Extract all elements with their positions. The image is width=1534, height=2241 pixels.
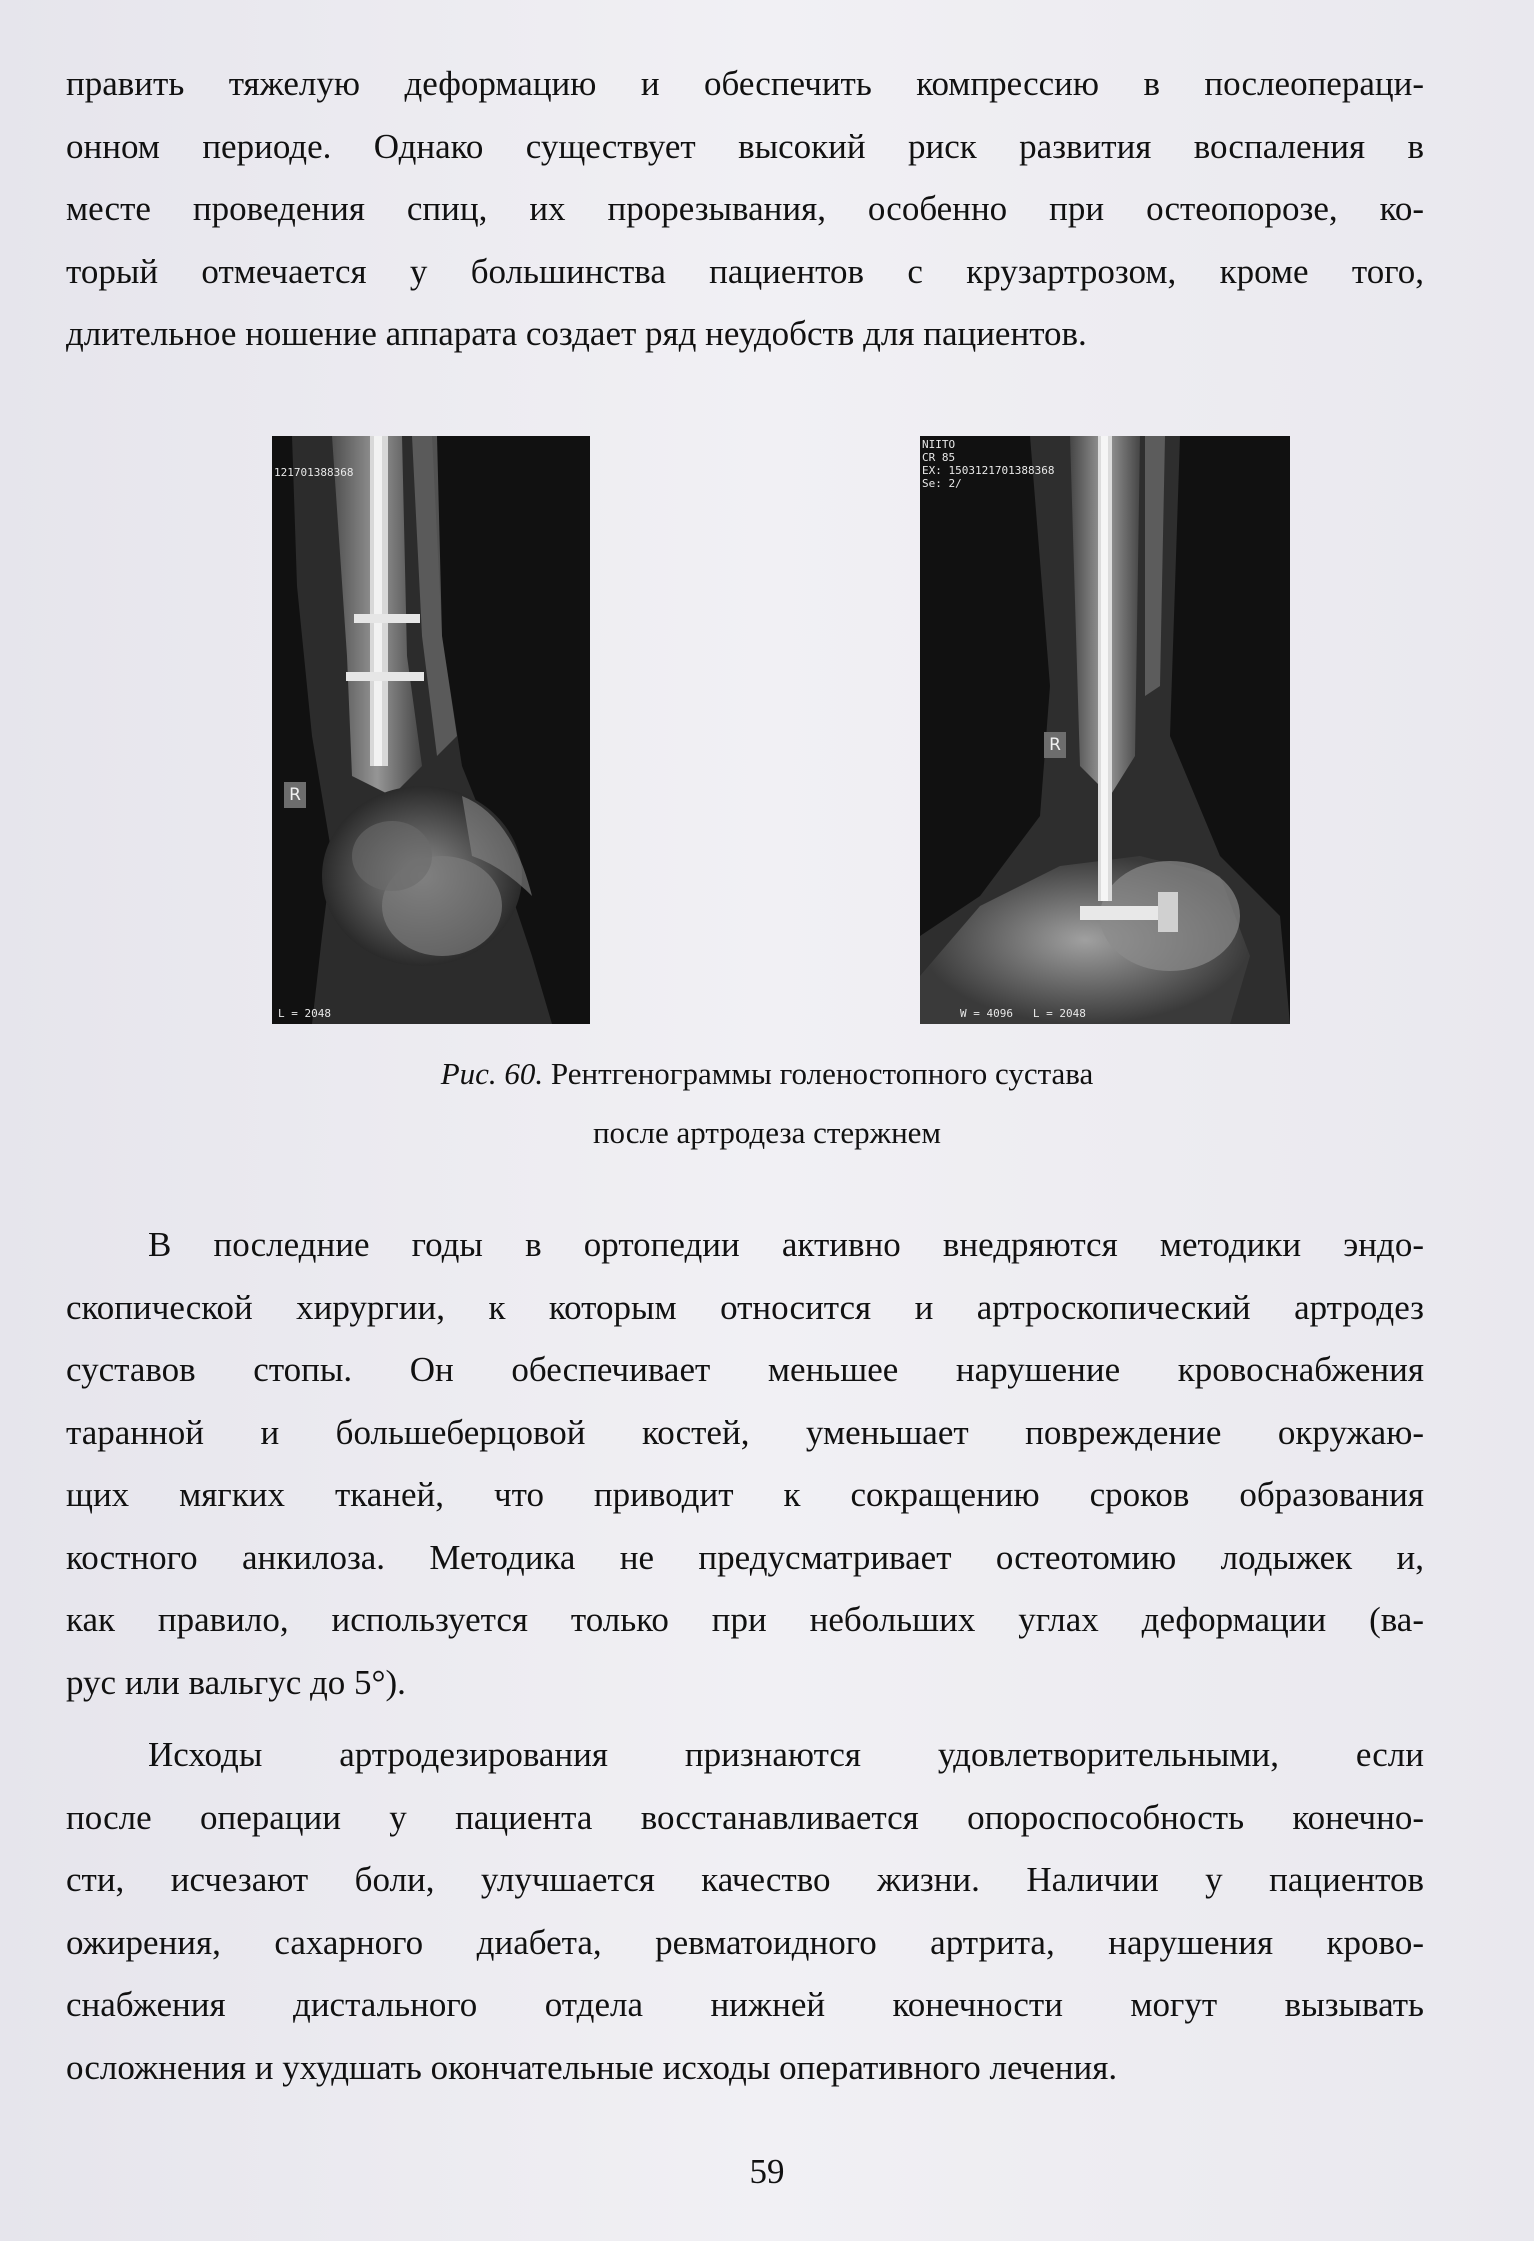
paragraph-3 xyxy=(66,1724,1424,2099)
figure-caption-text: Рентгенограммы голеностопного сустава xyxy=(550,1056,1094,1091)
text-line: торый отмечается у большинства пациентов с крузартрозом, кроме того, xyxy=(66,251,1424,291)
text-line: таранной и большеберцовой костей, уменьшает повреждение окружаю- xyxy=(66,1412,1424,1452)
text-line: рус или вальгус до 5°). xyxy=(66,1662,406,1702)
xray-right-footer: W = 4096 L = 2048 xyxy=(960,1007,1086,1020)
figure-number: Рис. 60. xyxy=(440,1056,544,1091)
page-number: 59 xyxy=(749,2152,785,2191)
xray-image-right xyxy=(920,436,1290,1024)
text-line: как правило, используется только при небольших углах деформации (ва- xyxy=(66,1600,1424,1639)
text-line: месте проведения спиц, их прорезывания, особенно при остеопорозе, ко- xyxy=(66,189,1424,228)
text-line: осложнения и ухудшать окончательные исходы оперативного лечения. xyxy=(66,2047,1118,2087)
xray-right-r-marker: R xyxy=(1044,732,1066,758)
xray-left-graphic xyxy=(272,436,590,1024)
xray-left-id: 121701388368 xyxy=(274,466,354,479)
xray-right-header-3: EX: 1503121701388368 xyxy=(922,464,1055,477)
text-line: после операции у пациента восстанавливается опороспособность конечно- xyxy=(66,1797,1424,1837)
xray-right-header-4: Se: 2/ xyxy=(922,477,962,490)
text-line: суставов стопы. Он обеспечивает меньшее нарушение кровоснабжения xyxy=(66,1350,1424,1389)
text-line: онном периоде. Однако существует высокий риск развития воспаления в xyxy=(66,126,1424,166)
text-line: ожирения, сахарного диабета, ревматоидного артрита, нарушения крово- xyxy=(66,1922,1424,1962)
text-line: В последние годы в ортопедии активно внедряются методики эндо- xyxy=(148,1225,1424,1264)
text-line: скопической хирургии, к которым относится и артроскопический артродез xyxy=(66,1287,1424,1327)
paragraph-2 xyxy=(66,1214,1424,1714)
xray-right-header-2: CR 85 xyxy=(922,451,956,464)
text-line: длительное ношение аппарата создает ряд неудобств для пациентов. xyxy=(66,314,1087,353)
text-line: сти, исчезают боли, улучшается качество жизни. Наличии у пациентов xyxy=(66,1860,1424,1899)
text-line: снабжения дистального отдела нижней конечности могут вызывать xyxy=(66,1985,1424,2024)
xray-left-footer: L = 2048 xyxy=(278,1007,331,1020)
text-line: костного анкилоза. Методика не предусматривает остеотомию лодыжек и, xyxy=(66,1537,1424,1577)
xray-right-graphic xyxy=(920,436,1290,1024)
xray-image-left xyxy=(272,436,590,1024)
figure-caption-line-2: после артродеза стержнем xyxy=(592,1115,942,1150)
xray-right-header-1: NIITO xyxy=(922,438,956,451)
text-line: Исходы артродезирования признаются удовлетворительными, если xyxy=(148,1735,1424,1774)
paragraph-1 xyxy=(66,53,1424,366)
xray-left-r-marker: R xyxy=(284,782,306,808)
text-line: щих мягких тканей, что приводит к сокращению сроков образования xyxy=(66,1475,1424,1514)
figure-caption xyxy=(0,1054,1534,1094)
text-line: править тяжелую деформацию и обеспечить компрессию в послеопераци- xyxy=(66,64,1424,103)
